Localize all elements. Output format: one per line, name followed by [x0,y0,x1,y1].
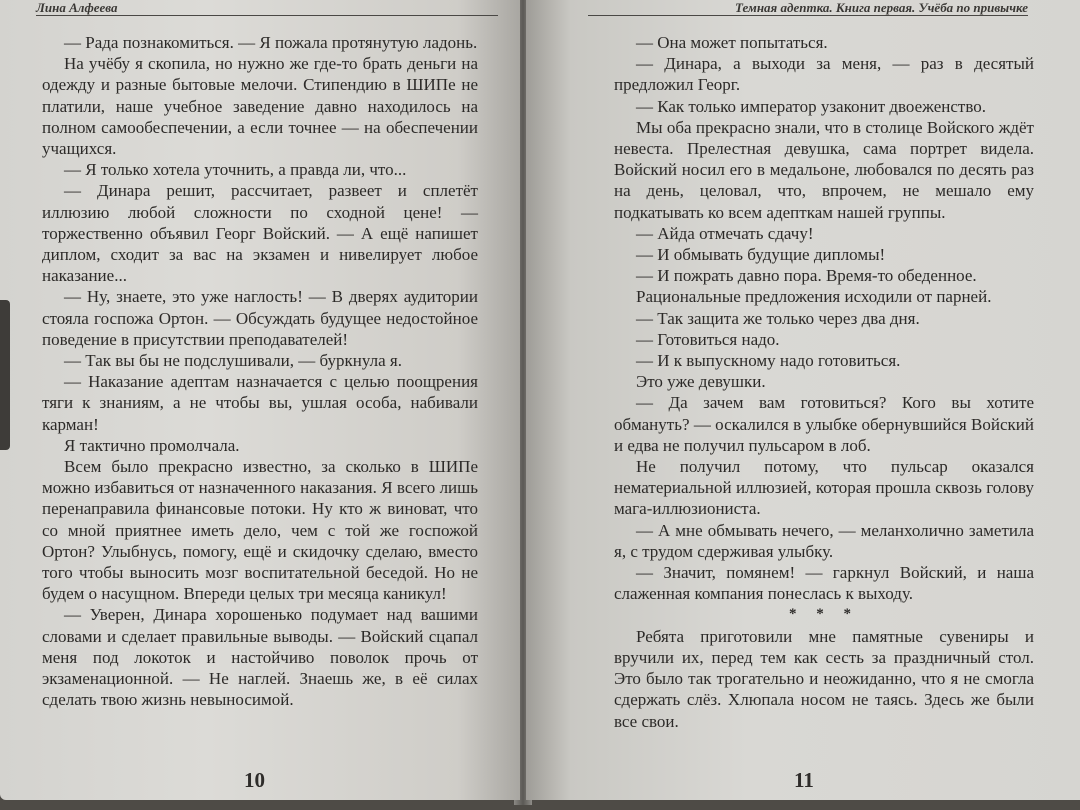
paragraph: На учёбу я скопила, но нужно же где-то брать деньги на одежду и разные бытовые мелочи. Стипендию в ШИПе не платили, наше учебное заведение давно находилось на полном самообеспечении, а если точнее — на обеспечении учащихся. [42,54,478,159]
paragraph: — Готовиться надо. [636,329,780,349]
page-edge-shadow [0,300,10,450]
right-running-head: Темная адептка. Книга первая. Учёба по привычке [735,0,1028,15]
paragraph: — Уверен, Динара хорошенько подумает над вашими словами и сделает правильные выводы. — Войский сцапал меня под локоток и настойчиво поволок прочь от экзаменационной. — Не наглей. Знаешь же, в её силах сделать твою жизнь невыносимой. [42,605,478,710]
paragraph: — Она может попытаться. [636,33,828,52]
paragraph: — Айда отмечать сдачу! [636,223,814,243]
paragraph: — И к выпускному надо готовиться. [636,351,901,371]
paragraph: — Рада познакомиться. — Я пожала протянутую ладонь. [64,33,478,52]
paragraph: — Я только хотела уточнить, а правда ли, что... [64,160,407,180]
paragraph: Это уже девушки. [636,372,766,392]
paragraph: — И обмывать будущие дипломы! [636,245,886,265]
section-separator: * * * [789,606,859,623]
paragraph: Рациональные предложения исходили от парней. [636,287,992,307]
right-header-rule [588,15,1028,16]
paragraph: — Так вы бы не подслушивали, — буркнула я. [64,351,402,371]
paragraph: Всем было прекрасно известно, за сколько в ШИПе можно избавиться от назначенного наказания. Я всего лишь перенаправила финансовые потоки. Ну кто ж виноват, что со мной приятнее иметь дело, чем с той же госпожой Ортон? Улыбнусь, помогу, ещё и скидочку сделаю, вместо того чтобы выносить мозг воспитательной беседой. Но не будем о насущном. Впереди целых три месяца каникул! [42,457,478,604]
paragraph: — Динара решит, рассчитает, развеет и сплетёт иллюзию любой сложности по сходной цене! — торжественно объявил Георг Войский. — А ещё напишет диплом, сходит за вас на экзамен и нивелирует любое наказание... [42,181,478,286]
right-page [526,0,1080,800]
paragraph: — Динара, а выходи за меня, — раз в десятый предложил Георг. [614,54,1034,95]
left-page-text [42,32,478,711]
paragraph: Ребята приготовили мне памятные сувениры и вручили их, перед тем как сесть за праздничный стол. Это было так трогательно и неожиданно, что я не смогла сдержать слёз. Хлюпала носом не таясь. Здесь же были все свои. [614,626,1034,731]
paragraph: — Так защита же только через два дня. [636,308,920,328]
left-header-rule [36,15,498,16]
left-page-number: 10 [244,768,265,792]
paragraph: — Как только император узаконит двоеженство. [636,96,986,116]
paragraph: — Да зачем вам готовиться? Кого вы хотите обмануть? — оскалился в улыбке обернувшийся Войский и едва не получил пульсаром в лоб. [614,393,1034,455]
left-running-head: Лина Алфеева [36,0,118,15]
paragraph: Я тактично промолчала. [64,435,240,455]
paragraph: — Ну, знаете, это уже наглость! — В дверях аудитории стояла госпожа Ортон. — Обсуждать будущее недостойное поведение в присутствии преподавателей! [42,287,478,349]
paragraph: Не получил потому, что пульсар оказался нематериальной иллюзией, которая прошла сквозь голову мага-иллюзиониста. [614,457,1034,519]
right-page-number: 11 [794,768,814,792]
paragraph: — Наказание адептам назначается с целью поощрения тяги к знаниям, а не чтобы вы, ушлая особа, набивали карман! [42,372,478,434]
paragraph: Мы оба прекрасно знали, что в столице Войского ждёт невеста. Прелестная девушка, сама портрет видела. Войский носил его в медальоне, любовался по десять раз на день, целовал, что, впрочем, не мешало ему подкатывать ко всем адепткам нашей группы. [614,117,1034,222]
paragraph: — Значит, помянем! — гаркнул Войский, и наша слаженная компания понеслась к выходу. [614,563,1034,604]
paragraph: — И пожрать давно пора. Время-то обеденное. [636,266,977,286]
left-page [0,0,520,800]
paragraph: — А мне обмывать нечего, — меланхолично заметила я, с трудом сдерживая улыбку. [614,520,1034,561]
right-page-text [614,32,1034,732]
